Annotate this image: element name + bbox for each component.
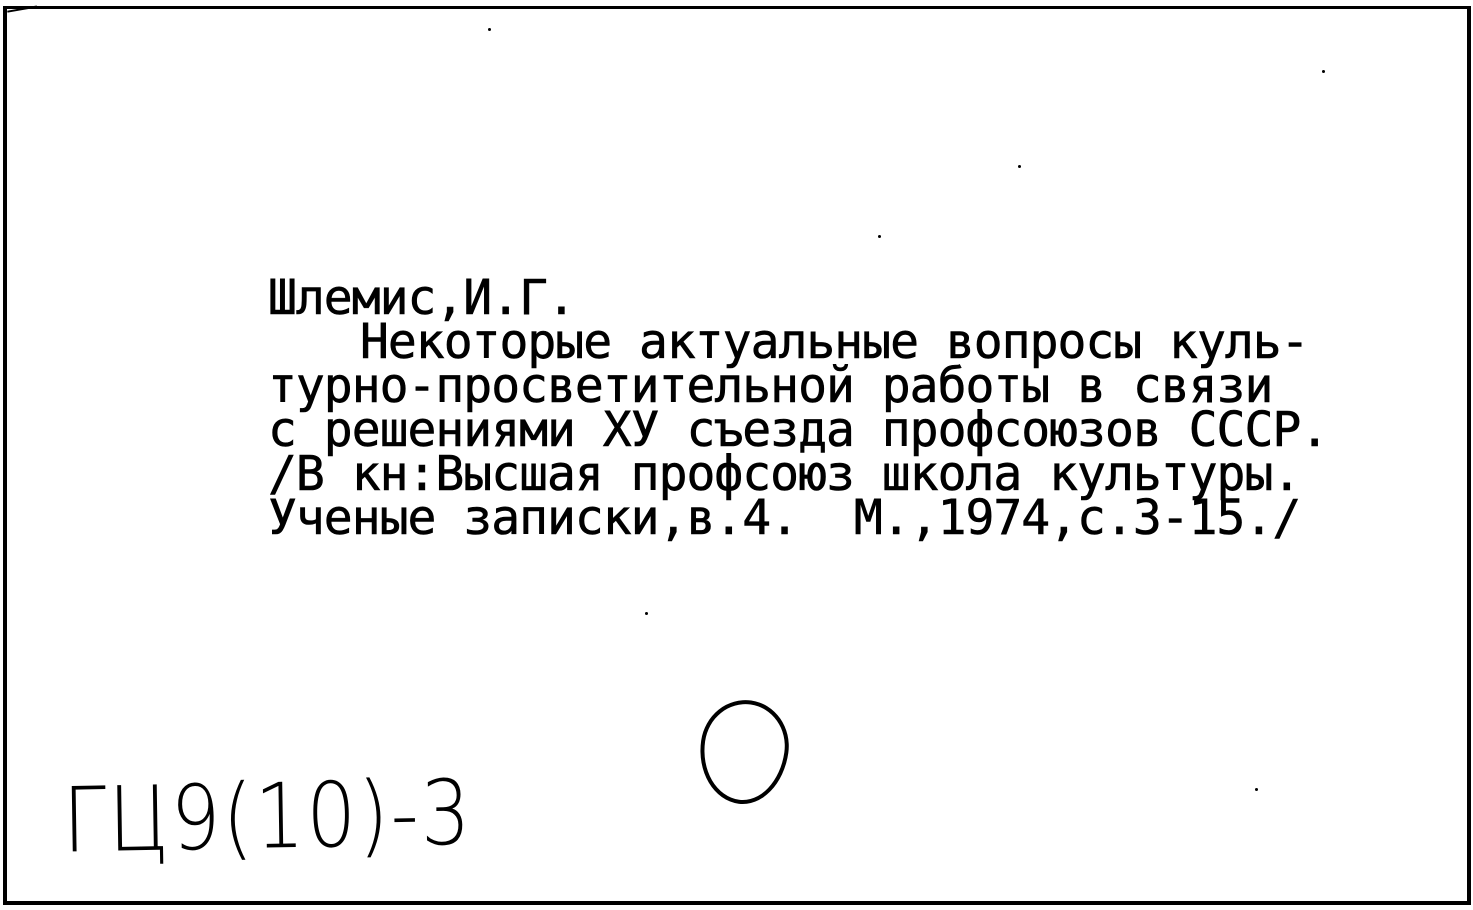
speck	[1255, 788, 1258, 791]
bibliographic-entry	[268, 270, 1428, 546]
source-line-2: Ученые записки,в.4. М.,1974,с.3-15./	[268, 490, 1301, 546]
title-line-3: с решениями ХУ съезда профсоюзов СССР.	[268, 402, 1329, 458]
speck	[878, 235, 881, 238]
speck	[645, 612, 648, 615]
speck	[1018, 165, 1021, 168]
author-line: Шлемис,И.Г.	[268, 270, 575, 326]
title-line-2: турно-просветительной работы в связи	[268, 358, 1273, 414]
handwritten-shelfmark: ГЦ9(10)-3	[62, 761, 474, 874]
source-line-1: /В кн:Высшая профсоюз школа культуры.	[268, 446, 1301, 502]
title-line-1: Некоторые актуальные вопросы куль-	[360, 314, 1309, 370]
speck	[488, 28, 491, 31]
speck	[1322, 70, 1325, 73]
